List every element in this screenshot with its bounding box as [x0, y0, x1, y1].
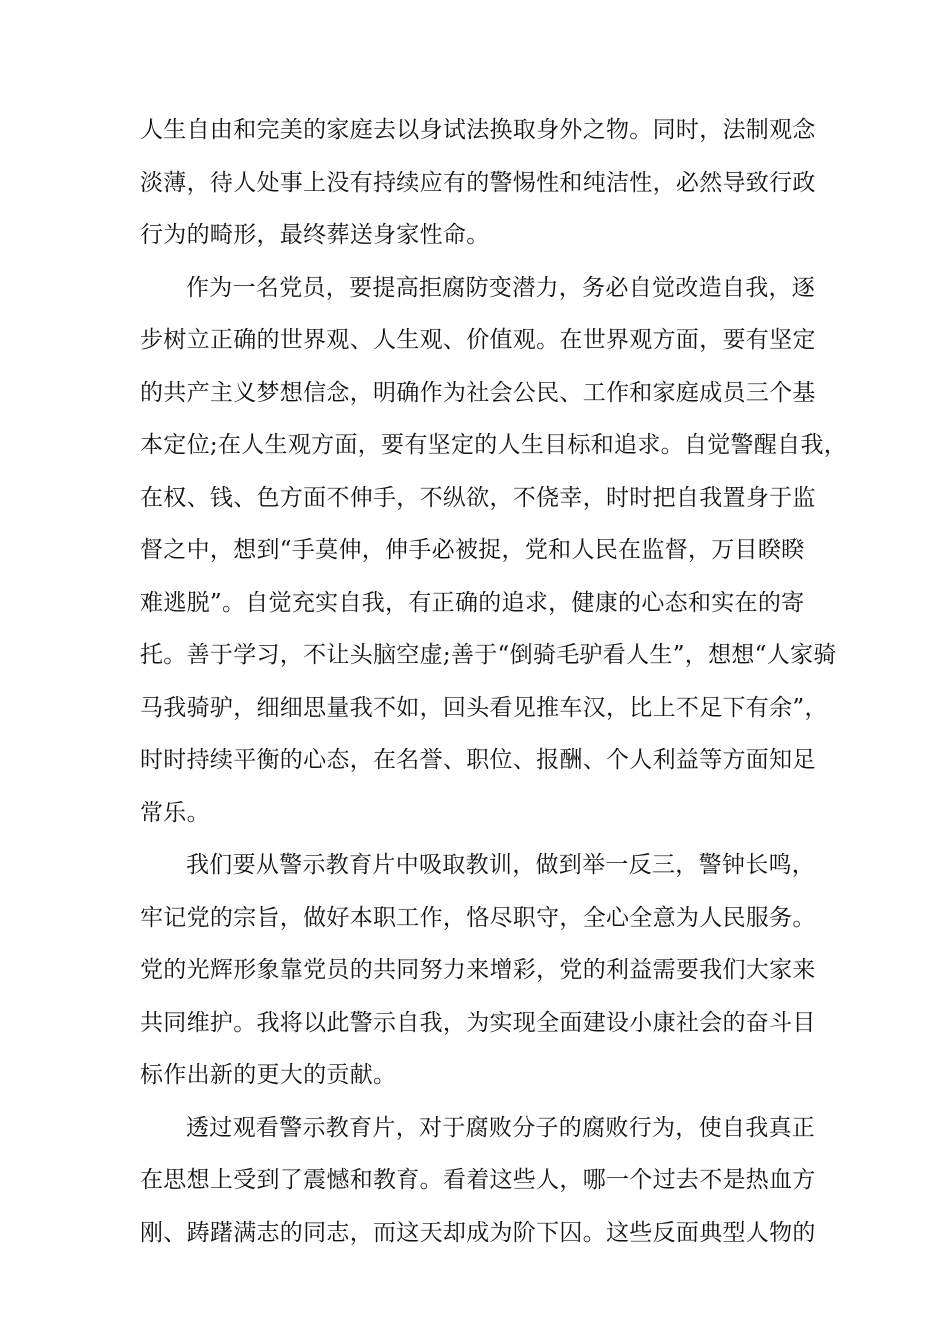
text-line: 马我骑驴，细细思量我不如，回头看见推车汉，比上不足下有余”，: [140, 694, 828, 721]
text-line: 常乐。: [140, 799, 210, 826]
paragraph-start-line: 作为一名党员，要提高拒腐防变潜力，务必自觉改造自我，逐: [186, 274, 816, 301]
text-line: 行为的畸形，最终葬送身家性命。: [140, 222, 490, 248]
text-line: 党的光辉形象靠党员的共同努力来增彩，党的利益需要我们大家来: [140, 957, 816, 983]
body-text: [140, 104, 848, 1259]
text-line: 难逃脱”。自觉充实自我，有正确的追求，健康的心态和实在的寄: [140, 589, 805, 616]
text-line: 淡薄，待人处事上没有持续应有的警惕性和纯洁性，必然导致行政: [140, 169, 816, 196]
text-line: 在思想上受到了震憾和教育。看着这些人，哪一个过去不是热血方: [140, 1167, 816, 1193]
text-line: 督之中，想到“手莫伸，伸手必被捉，党和人民在监督，万目睽睽: [140, 537, 805, 563]
text-line: 标作出新的更大的贡献。: [140, 1062, 397, 1088]
text-line: 共同维护。我将以此警示自我，为实现全面建设小康社会的奋斗目: [140, 1009, 816, 1036]
text-line: 牢记党的宗旨，做好本职工作，恪尽职守，全心全意为人民服务。: [140, 904, 816, 931]
text-line: 本定位;在人生观方面，要有坚定的人生目标和追求。自觉警醒自我，: [140, 432, 848, 458]
paragraph-start-line: 透过观看警示教育片，对于腐败分子的腐败行为，使自我真正: [186, 1114, 816, 1141]
text-line: 时时持续平衡的心态，在名誉、职位、报酬、个人利益等方面知足: [140, 747, 816, 773]
text-line: 刚、踌躇满志的同志，而这天却成为阶下囚。这些反面典型人物的: [140, 1219, 816, 1246]
text-line: 托。善于学习，不让头脑空虚;善于“倒骑毛驴看人生”，想想“人家骑: [140, 642, 837, 668]
text-line: 人生自由和完美的家庭去以身试法换取身外之物。同时，法制观念: [140, 117, 816, 143]
text-line: 在权、钱、色方面不伸手，不纵欲，不侥幸，时时把自我置身于监: [140, 484, 816, 511]
paragraph-start-line: 我们要从警示教育片中吸取教训，做到举一反三，警钟长鸣，: [186, 852, 816, 878]
text-line: 步树立正确的世界观、人生观、价值观。在世界观方面，要有坚定: [140, 327, 816, 353]
text-line: 的共产主义梦想信念，明确作为社会公民、工作和家庭成员三个基: [140, 379, 816, 406]
